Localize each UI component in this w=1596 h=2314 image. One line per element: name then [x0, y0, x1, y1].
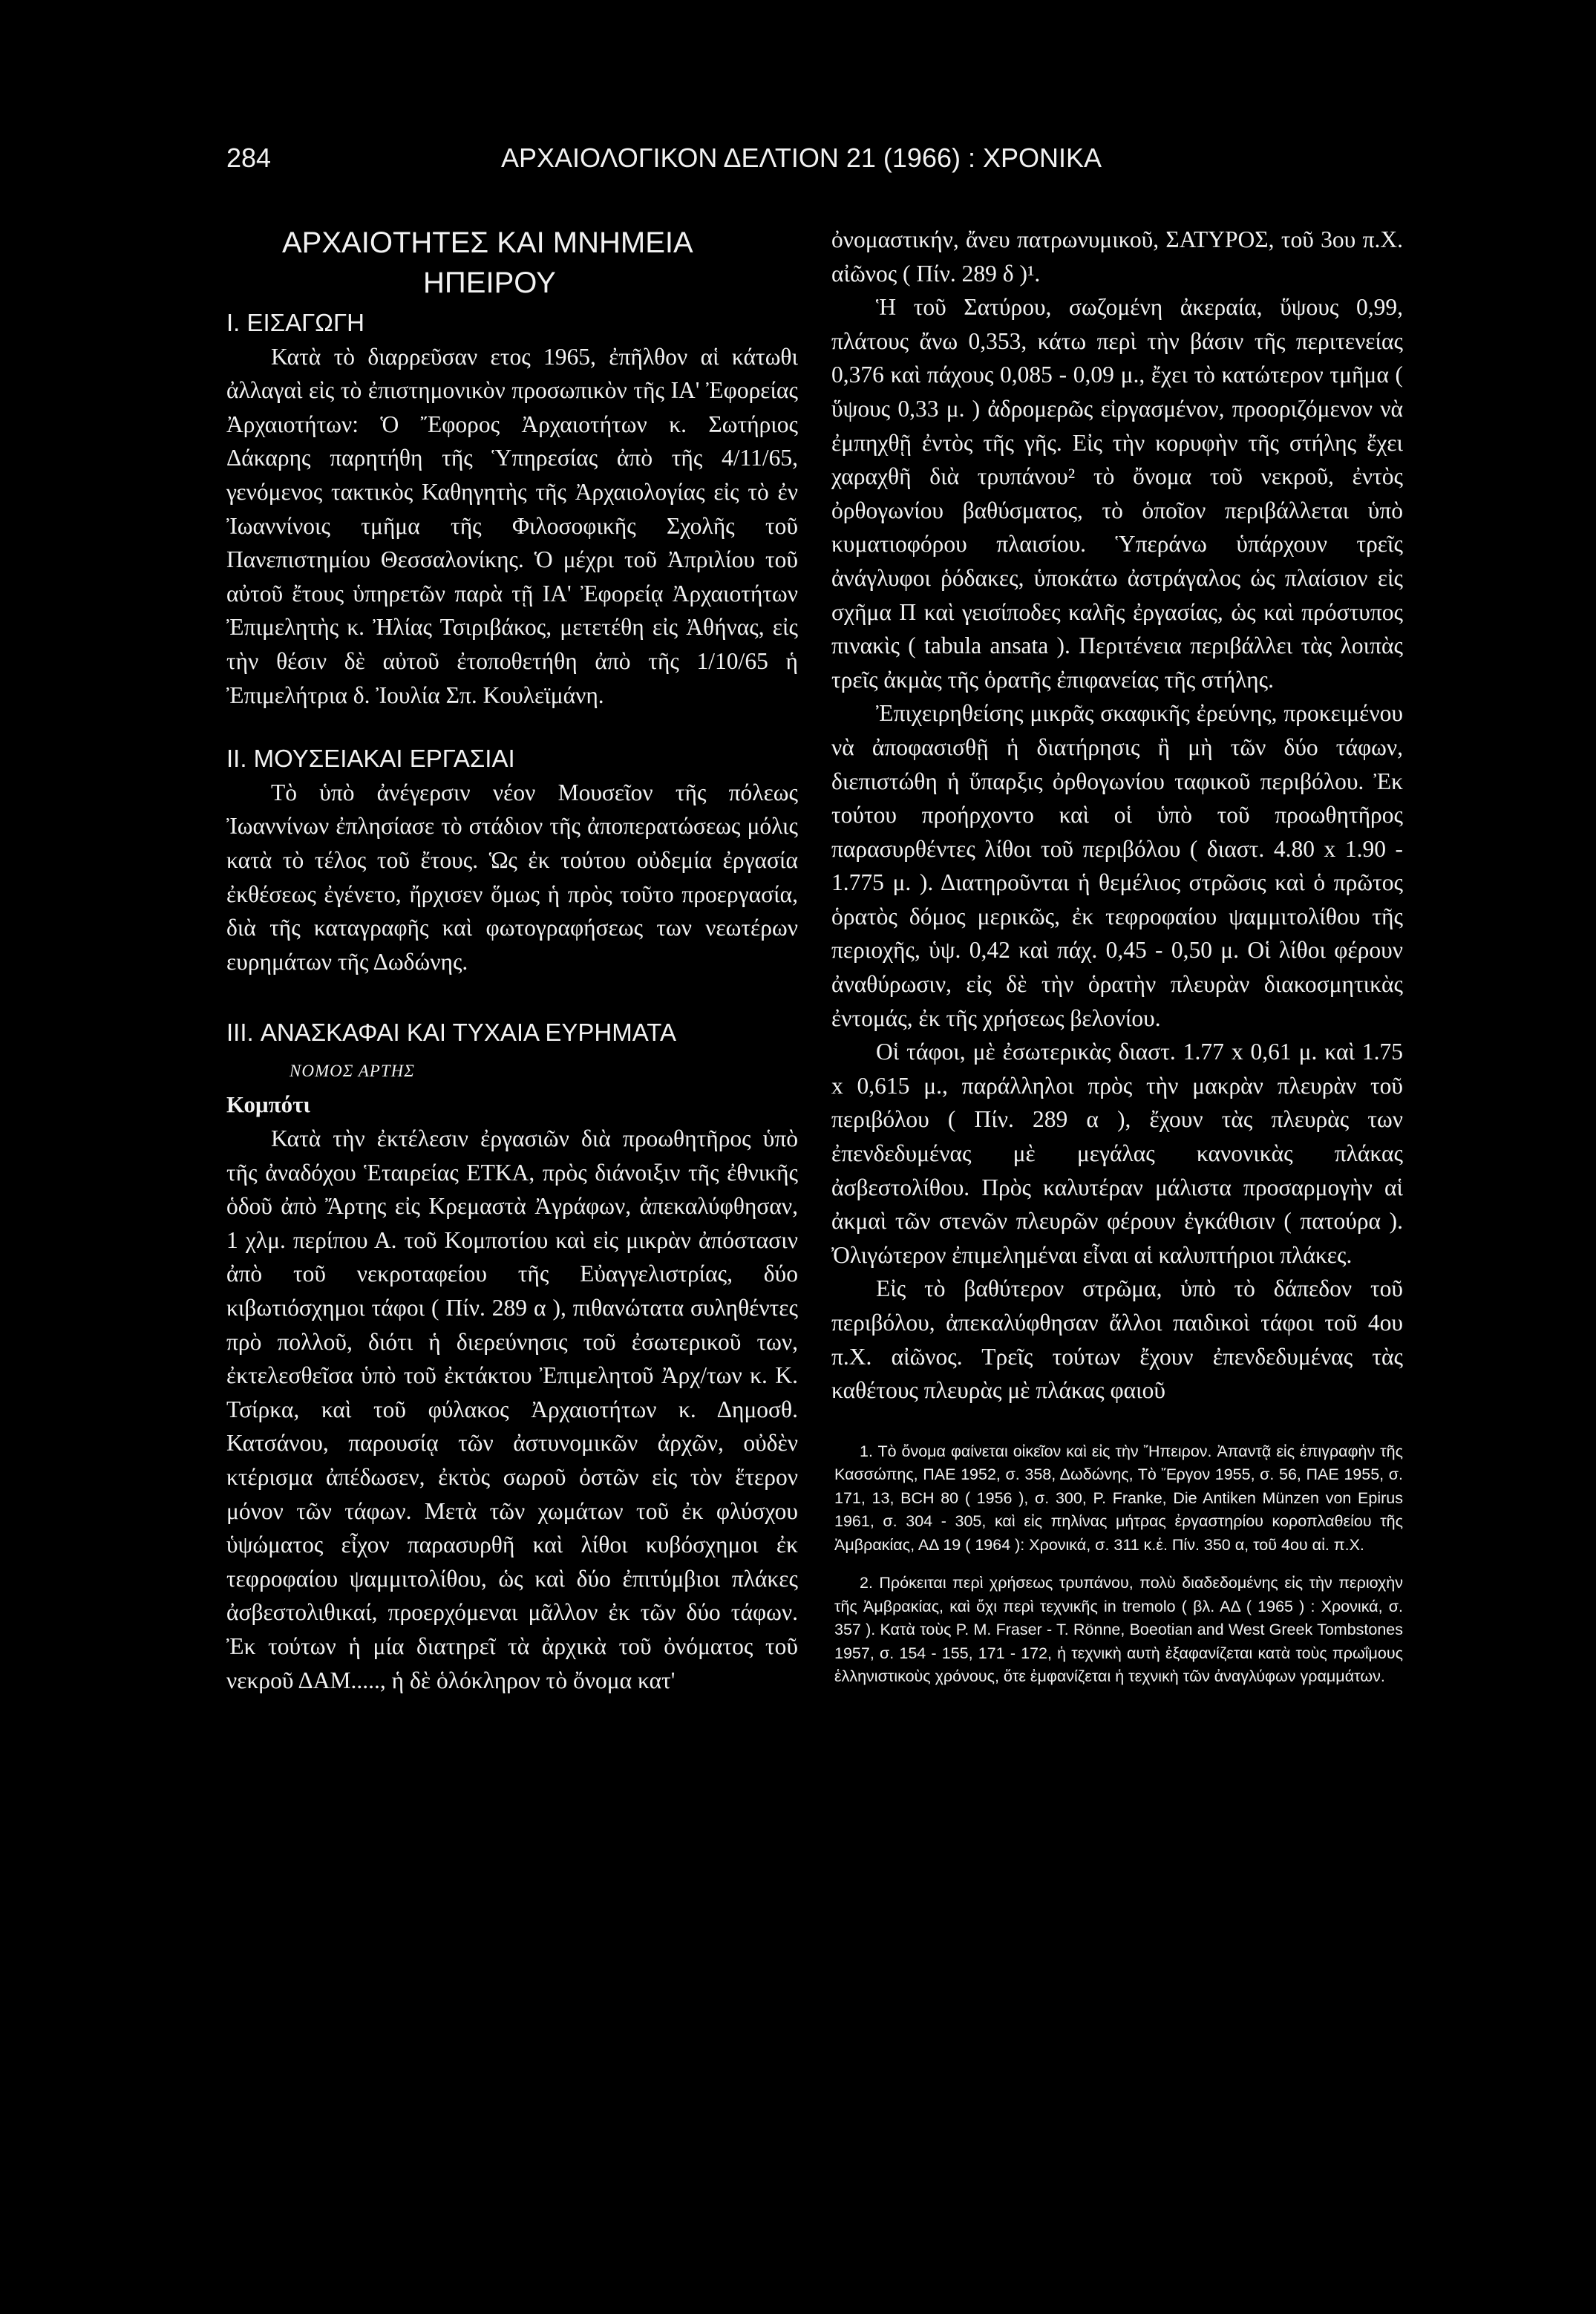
journal-title: ΑΡΧΑΙΟΛΟΓΙΚΟΝ ΔΕΛΤΙΟΝ 21 (1966) : ΧΡΟΝΙΚΑ: [501, 143, 1102, 173]
section3-text: Κατὰ τὴν ἐκτέλεσιν ἐργασιῶν διὰ προωθητῆρος ὑπὸ τῆς ἀναδόχου Ἑταιρείας ΕΤΚΑ, πρὸς διάνοιξιν τῆς ἐθνικῆς ὁδοῦ ἀπὸ Ἄρτης εἰς Κρεμαστὰ Ἀγράφων, ἀπεκαλύφθησαν, 1 χλμ. περίπου Α. τοῦ Κομποτίου καὶ εἰς μικρὰν ἀπόστασιν ἀπὸ τοῦ νεκροταφείου τῆς Εὐαγγελιστρίας, δύο κιβωτιόσχημοι τάφοι ( Πίν. 289 α ), πιθανώτατα συληθέντες πρὸ πολλοῦ, διότι ἡ διερεύνησις τοῦ ἐσωτερικοῦ των, ἐκτελεσθεῖσα ὑπὸ τοῦ ἐκτάκτου Ἐπιμελητοῦ Ἀρχ/των κ. Κ. Τσίρκα, καὶ τοῦ φύλακος Ἀρχαιοτήτων κ. Δημοσθ. Κατσάνου, παρουσίᾳ τῶν ἀστυνομικῶν ἀρχῶν, οὐδὲν κτέρισμα ἀπέδωσεν, ἐκτὸς σωροῦ ὀστῶν εἰς τὸν ἕτερον μόνον τῶν τάφων. Μετὰ τῶν χωμάτων τοῦ ἐκ φλύσχου ὑψώματος εἶχον παρασυρθῆ καὶ λίθοι κυβόσχημοι ἐκ τεφροφαίου ψαμμιτολίθου, ὡς καὶ δύο ἐπιτύμβιοι πλάκες ἀσβεστολιθικαί, προερχόμεναι μᾶλλον ἐκ τῶν δύο τάφων. Ἐκ τούτων ἡ μία διατηρεῖ τὰ ἀρχικὰ τοῦ ὀνόματος τοῦ νεκροῦ ΔΑΜ....., ἡ δὲ ὁλόκληρον τὸ ὄνομα κατ': [226, 1125, 798, 1693]
right-para-5: Εἰς τὸ βαθύτερον στρῶμα, ὑπὸ τὸ δάπεδον τοῦ περιβόλου, ἀπεκαλύφθησαν ἄλλοι παιδικοὶ τάφοι τοῦ 4ου π.Χ. αἰῶνος. Τρεῖς τούτων ἔχουν ἐπενδεδυμένας τὰς καθέτους πλευρὰς μὲ πλάκας φαιοῦ: [831, 1275, 1403, 1404]
right-para-1: ὀνομαστικήν, ἄνευ πατρωνυμικοῦ, ΣΑΤΥΡΟΣ, τοῦ 3ου π.Χ. αἰῶνος ( Πίν. 289 δ )¹.: [831, 226, 1403, 287]
right-para-4: Οἱ τάφοι, μὲ ἐσωτερικὰς διαστ. 1.77 x 0,61 μ. καὶ 1.75 x 0,615 μ., παράλληλοι πρὸς τὴν μακρὰν πλευρὰν τοῦ περιβόλου ( Πίν. 289 α ), ἔχουν τὰς πλευρὰς των ἐπενδεδυμένας μὲ μεγάλας κανονικὰς πλάκας ἀσβεστολίθου. Πρὸς καλυτέραν μάλιστα προσαρμογὴν αἱ ἀκμαὶ τῶν στενῶν πλευρῶν φέρουν ἐγκάθισιν ( πατούρα ). Ὀλιγώτερον ἐπιμελημέναι εἶναι αἱ καλυπτήριοι πλάκες.: [831, 1039, 1403, 1268]
section1-heading: I. ΕΙΣΑΓΩΓΗ: [226, 309, 364, 336]
footnote-1: 1. Τὸ ὄνομα φαίνεται οἰκεῖον καὶ εἰς τὴν Ἤπειρον. Ἀπαντᾷ εἰς ἐπιγραφὴν τῆς Κασσώπης, ΠΑΕ 1952, σ. 358, Δωδώνης, Τὸ Ἔργον 1955, σ. 56, ΠΑΕ 1955, σ. 171, 13, BCH 80 ( 1956 ), σ. 300, P. Franke, Die Antiken Münzen von Epirus 1961, σ. 304 - 305, καὶ εἰς πηλίνας μήτρας ἐργαστηρίου κοροπλαθείου τῆς Ἀμβρακίας, ΑΔ 19 ( 1964 ): Χρονικά, σ. 311 κ.ἑ. Πίν. 350 α, τοῦ 4ου αἰ. π.Χ.: [834, 1442, 1403, 1554]
section3-heading: III. ΑΝΑΣΚΑΦΑΙ ΚΑΙ ΤΥΧΑΙΑ ΕΥΡΗΜΑΤΑ: [226, 1019, 677, 1047]
right-column: [831, 223, 1403, 1689]
footnotes: [831, 1440, 1403, 1689]
page-number: 284: [226, 143, 272, 173]
right-para-2: Ἡ τοῦ Σατύρου, σωζομένη ἀκεραία, ὕψους 0,99, πλάτους ἄνω 0,353, κάτω περὶ τὴν βάσιν τῆς περιτενείας 0,376 καὶ πάχους 0,085 - 0,09 μ., ἔχει τὸ κατώτερον τμῆμα ( ὕψους 0,33 μ. ) ἀδρομερῶς εἰργασμένον, προοριζόμενον νὰ ἐμπηχθῇ ἐντὸς τῆς γῆς. Εἰς τὴν κορυφὴν τῆς στήλης ἔχει χαραχθῆ διὰ τρυπάνου² τὸ ὄνομα τοῦ νεκροῦ, ἐντὸς ὀρθογωνίου βαθύσματος, τὸ ὁποῖον περιβάλλεται ὑπὸ κυματιοφόρου πλαισίου. Ὑπεράνω ὑπάρχουν τρεῖς ἀνάγλυφοι ῥόδακες, ὑποκάτω ἀστράγαλος ὡς πλαίσιον εἰς σχῆμα Π καὶ γεισίποδες καλῆς ἐργασίας, ὡς καὶ πρόστυπος πινακὶς ( tabula ansata ). Περιτένεια περιβάλλει τὰς λοιπὰς τρεῖς ἀκμὰς τῆς ὁρατῆς ἐπιφανείας τῆς στήλης.: [831, 294, 1403, 693]
section2-text: Τὸ ὑπὸ ἀνέγερσιν νέον Μουσεῖον τῆς πόλεως Ἰωαννίνων ἐπλησίασε τὸ στάδιον τῆς ἀποπερατώσεως μόλις κατὰ τὸ τέλος τοῦ ἔτους. Ὡς ἐκ τούτου οὐδεμία ἐργασία ἐκθέσεως ἐγένετο, ἤρχισεν ὅμως ἡ πρὸς τοῦτο προεργασία, διὰ τῆς καταγραφῆς καὶ φωτογραφήσεως των νεωτέρων ευρημάτων τῆς Δωδώνης.: [226, 779, 798, 975]
left-column: [226, 223, 798, 1697]
footnote-2: 2. Πρόκειται περὶ χρήσεως τρυπάνου, πολὺ διαδεδομένης εἰς τὴν περιοχὴν τῆς Ἀμβρακίας, καὶ ὄχι περὶ τεχνικῆς in tremolo ( βλ. ΑΔ ( 1965 ) : Χρονικά, σ. 357 ). Κατὰ τοὺς P. M. Fraser - T. Rönne, Boeotian and West Greek Tombstones 1957, σ. 154 - 155, 171 - 172, ἡ τεχνικὴ αυτὴ ἐξαφανίζεται κατὰ τοὺς πρωΐμους ἑλληνιστικοὺς χρόνους, ὅτε ἐμφανίζεται ἡ τεχνικὴ τῶν ἀναγλύφων γραμμάτων.: [834, 1574, 1403, 1686]
main-heading-line1: ΑΡΧΑΙΟΤΗΤΕΣ ΚΑΙ ΜΝΗΜΕΙΑ: [282, 226, 693, 259]
nomos-heading: ΝΟΜΟΣ ΑΡΤΗΣ: [290, 1061, 415, 1080]
main-heading-line2: ΗΠΕΙΡΟΥ: [423, 267, 556, 299]
section1-text: Κατὰ τὸ διαρρεῦσαν ετος 1965, ἐπῆλθον αἱ κάτωθι ἀλλαγαὶ εἰς τὸ ἐπιστημονικὸν προσωπικὸν τῆς ΙΑ' Ἐφορείας Ἀρχαιοτήτων: Ὁ Ἔφορος Ἀρχαιοτήτων κ. Σωτήριος Δάκαρης παρητήθη τῆς Ὑπηρεσίας ἀπὸ τῆς 4/11/65, γενόμενος τακτικὸς Καθηγητὴς τῆς Ἀρχαιολογίας εἰς τὸ ἐν Ἰωαννίνοις τμῆμα τῆς Φιλοσοφικῆς Σχολῆς τοῦ Πανεπιστημίου Θεσσαλονίκης. Ὁ μέχρι τοῦ Ἀπριλίου τοῦ αὐτοῦ ἔτους ὑπηρετῶν παρὰ τῇ ΙΑ' Ἐφορείᾳ Ἀρχαιοτήτων Ἐπιμελητὴς κ. Ἠλίας Τσιριβάκος, μετετέθη εἰς Ἀθήνας, εἰς τὴν θέσιν δὲ αὐτοῦ ἐτοποθετήθη ἀπὸ τῆς 1/10/65 ἡ Ἐπιμελήτρια δ. Ἰουλία Σπ. Κουλεϊμάνη.: [226, 343, 798, 708]
section2-heading: II. ΜΟΥΣΕΙΑΚΑΙ ΕΡΓΑΣΙΑΙ: [226, 745, 515, 773]
right-para-3: Ἐπιχειρηθείσης μικρᾶς σκαφικῆς ἐρεύνης, προκειμένου νὰ ἀποφασισθῇ ἡ διατήρησις ἢ μὴ τῶν δύο τάφων, διεπιστώθη ἡ ὕπαρξις ὀρθογωνίου ταφικοῦ περιβόλου. Ἐκ τούτου προήρχοντο καὶ οἱ ὑπὸ τοῦ προωθητῆρος παρασυρθέντες λίθοι τοῦ περιβόλου ( διαστ. 4.80 x 1.90 - 1.775 μ. ). Διατηροῦνται ἡ θεμέλιος στρῶσις καὶ ὁ πρῶτος ὁρατὸς δόμος μερικῶς, ἐκ τεφροφαίου ψαμμιτολίθου τῆς περιοχῆς, ὑψ. 0,42 καὶ πάχ. 0,45 - 0,50 μ. Οἱ λίθοι φέρουν ἀναθύρωσιν, εἰς δὲ τὴν ὁρατὴν πλευρὰν διακοσμητικὰς ἐντομάς, ἐκ τῆς χρήσεως βελονίου.: [831, 700, 1403, 1031]
place-heading: Κομπότι: [226, 1091, 310, 1118]
